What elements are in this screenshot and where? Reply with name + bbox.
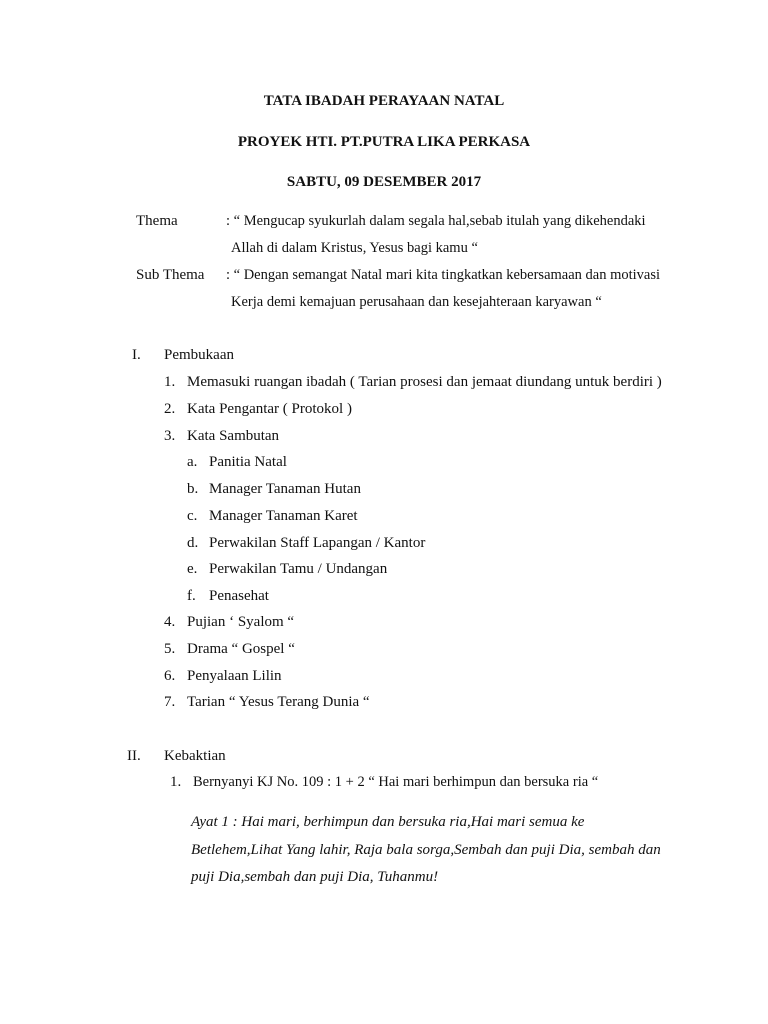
- theme-text-line1: : “ Mengucap syukurlah dalam segala hal,sebab itulah yang dikehendaki: [226, 213, 646, 229]
- sub-list-item: Panitia Natal: [209, 454, 287, 470]
- list-item: Pujian ‘ Syalom “: [187, 614, 295, 630]
- list-item: Bernyanyi KJ No. 109 : 1 + 2 “ Hai mari berhimpun dan bersuka ria “: [193, 774, 599, 790]
- list-item-number: 3.: [164, 428, 176, 444]
- sub-list-letter: c.: [187, 508, 198, 524]
- list-item-number: 7.: [164, 694, 176, 710]
- sub-list-item: Penasehat: [209, 588, 269, 604]
- section-title: Kebaktian: [164, 748, 226, 764]
- project-name: PROYEK HTI. PT.PUTRA LIKA PERKASA: [237, 134, 531, 150]
- verse-line: puji Dia,sembah dan puji Dia, Tuhanmu!: [191, 869, 439, 885]
- list-item: Memasuki ruangan ibadah ( Tarian prosesi dan jemaat diundang untuk berdiri ): [187, 374, 662, 390]
- sub-list-letter: a.: [187, 454, 198, 470]
- list-item: Kata Sambutan: [187, 428, 280, 444]
- document-title: TATA IBADAH PERAYAAN NATAL: [263, 93, 505, 109]
- sub-theme-text-line1: : “ Dengan semangat Natal mari kita tingkatkan kebersamaan dan motivasi: [226, 267, 661, 283]
- sub-list-letter: e.: [187, 561, 198, 577]
- sub-theme-text-line2: Kerja demi kemajuan perusahaan dan kesejahteraan karyawan “: [231, 294, 602, 310]
- sub-list-letter: d.: [187, 535, 199, 551]
- verse-line: Betlehem,Lihat Yang lahir, Raja bala sorga,Sembah dan puji Dia, sembah dan: [191, 842, 661, 858]
- list-item-number: 1.: [164, 374, 176, 390]
- verse-line: Ayat 1 : Hai mari, berhimpun dan bersuka ria,Hai mari semua ke: [191, 814, 585, 830]
- sub-list-letter: b.: [187, 481, 199, 497]
- list-item: Tarian “ Yesus Terang Dunia “: [187, 694, 370, 710]
- list-item: Penyalaan Lilin: [187, 668, 282, 684]
- list-item-number: 1.: [170, 774, 182, 790]
- sub-list-item: Perwakilan Tamu / Undangan: [209, 561, 388, 577]
- list-item-number: 4.: [164, 614, 176, 630]
- theme-label: Thema: [136, 213, 178, 229]
- sub-list-letter: f.: [187, 588, 196, 604]
- event-date: SABTU, 09 DESEMBER 2017: [286, 174, 482, 190]
- sub-list-item: Manager Tanaman Hutan: [209, 481, 361, 497]
- list-item: Kata Pengantar ( Protokol ): [187, 401, 352, 417]
- list-item-number: 2.: [164, 401, 176, 417]
- section-title: Pembukaan: [164, 347, 234, 363]
- section-numeral: I.: [132, 347, 141, 363]
- list-item-number: 5.: [164, 641, 176, 657]
- list-item: Drama “ Gospel “: [187, 641, 295, 657]
- sub-theme-label: Sub Thema: [136, 267, 205, 283]
- sub-list-item: Perwakilan Staff Lapangan / Kantor: [209, 535, 426, 551]
- section-numeral: II.: [127, 748, 141, 764]
- list-item-number: 6.: [164, 668, 176, 684]
- sub-list-item: Manager Tanaman Karet: [209, 508, 358, 524]
- theme-text-line2: Allah di dalam Kristus, Yesus bagi kamu “: [231, 240, 478, 256]
